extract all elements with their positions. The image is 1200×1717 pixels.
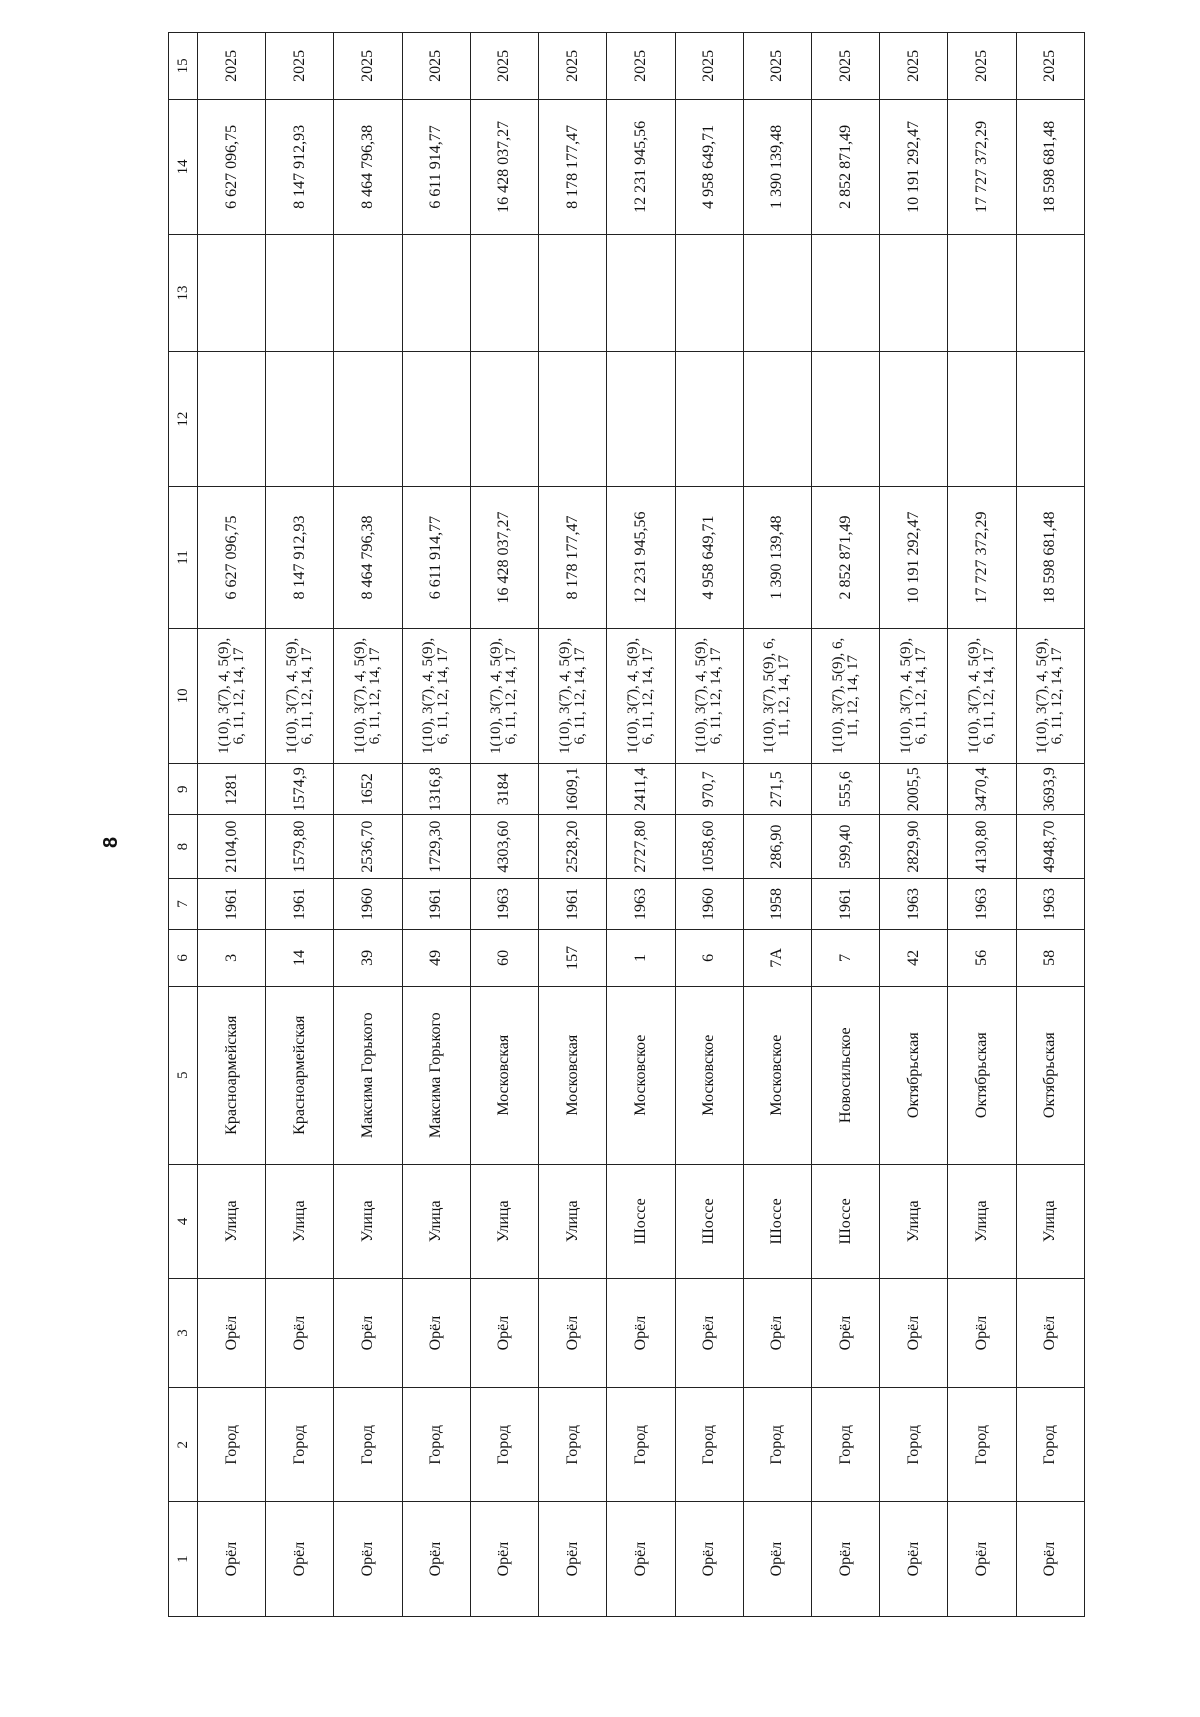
table-cell-col-15: 2025 <box>198 33 266 100</box>
table-cell-col-7: 1961 <box>402 878 470 929</box>
table-cell-col-9: 2005,5 <box>880 764 948 815</box>
table-cell-col-8: 286,90 <box>743 815 811 879</box>
column-header-7: 7 <box>169 878 198 929</box>
table-cell-col-14: 4 958 649,71 <box>675 99 743 234</box>
table-cell-col-10: 1(10), 3(7), 4, 5(9), 6, 11, 12, 14, 17 <box>334 628 402 763</box>
table-cell-col-7: 1961 <box>811 878 879 929</box>
table-cell-col-15: 2025 <box>607 33 675 100</box>
table-cell-col-4: Улица <box>1016 1164 1084 1278</box>
table-cell-col-3: Орёл <box>948 1278 1016 1388</box>
table-cell-col-8: 2829,90 <box>880 815 948 879</box>
table-cell-col-10: 1(10), 3(7), 5(9), 6, 11, 12, 14, 17 <box>743 628 811 763</box>
table-cell-col-5: Московское <box>607 986 675 1164</box>
table-row <box>266 33 334 1617</box>
table-cell-col-4: Шоссе <box>743 1164 811 1278</box>
table-cell-col-2: Город <box>948 1388 1016 1502</box>
table-cell-col-2: Город <box>1016 1388 1084 1502</box>
table-cell-col-10: 1(10), 3(7), 4, 5(9), 6, 11, 12, 14, 17 <box>470 628 538 763</box>
page-number: 8 <box>100 836 122 848</box>
table-cell-col-3: Орёл <box>470 1278 538 1388</box>
column-header-12: 12 <box>169 351 198 486</box>
table-cell-col-7: 1961 <box>539 878 607 929</box>
table-cell-col-4: Улица <box>948 1164 1016 1278</box>
table-cell-col-10: 1(10), 3(7), 4, 5(9), 6, 11, 12, 14, 17 <box>607 628 675 763</box>
table-cell-col-12 <box>675 351 743 486</box>
table-cell-col-4: Улица <box>402 1164 470 1278</box>
table-row <box>743 33 811 1617</box>
table-cell-col-5: Новосильское <box>811 986 879 1164</box>
table-cell-col-2: Город <box>675 1388 743 1502</box>
table-cell-col-1: Орёл <box>811 1502 879 1617</box>
table-cell-col-1: Орёл <box>880 1502 948 1617</box>
table-cell-col-3: Орёл <box>334 1278 402 1388</box>
table-cell-col-15: 2025 <box>811 33 879 100</box>
table-cell-col-12 <box>811 351 879 486</box>
table-cell-col-13 <box>607 235 675 352</box>
table-row <box>675 33 743 1617</box>
table-cell-col-14: 10 191 292,47 <box>880 99 948 234</box>
column-header-15: 15 <box>169 33 198 100</box>
table-cell-col-3: Орёл <box>675 1278 743 1388</box>
table-cell-col-1: Орёл <box>743 1502 811 1617</box>
table-cell-col-14: 8 178 177,47 <box>539 99 607 234</box>
table-cell-col-8: 2536,70 <box>334 815 402 879</box>
table-cell-col-12 <box>743 351 811 486</box>
table-cell-col-12 <box>948 351 1016 486</box>
table-cell-col-2: Город <box>880 1388 948 1502</box>
table-cell-col-8: 4130,80 <box>948 815 1016 879</box>
table-cell-col-11: 6 611 914,77 <box>402 487 470 628</box>
table-row <box>607 33 675 1617</box>
table-cell-col-3: Орёл <box>539 1278 607 1388</box>
column-header-2: 2 <box>169 1388 198 1502</box>
table-cell-col-14: 8 147 912,93 <box>266 99 334 234</box>
table-row <box>948 33 1016 1617</box>
table-cell-col-1: Орёл <box>675 1502 743 1617</box>
table-cell-col-13 <box>948 235 1016 352</box>
table-cell-col-10: 1(10), 3(7), 4, 5(9), 6, 11, 12, 14, 17 <box>539 628 607 763</box>
column-header-14: 14 <box>169 99 198 234</box>
table-cell-col-13 <box>402 235 470 352</box>
table-cell-col-8: 1729,30 <box>402 815 470 879</box>
table-cell-col-14: 12 231 945,56 <box>607 99 675 234</box>
table-cell-col-9: 1609,1 <box>539 764 607 815</box>
table-cell-col-1: Орёл <box>539 1502 607 1617</box>
table-cell-col-13 <box>266 235 334 352</box>
table-cell-col-13 <box>811 235 879 352</box>
table-cell-col-13 <box>334 235 402 352</box>
column-header-8: 8 <box>169 815 198 879</box>
table-cell-col-5: Октябрьская <box>880 986 948 1164</box>
table-cell-col-7: 1963 <box>948 878 1016 929</box>
table-cell-col-14: 17 727 372,29 <box>948 99 1016 234</box>
table-cell-col-6: 7 <box>811 930 879 986</box>
table-cell-col-1: Орёл <box>470 1502 538 1617</box>
table-cell-col-2: Город <box>266 1388 334 1502</box>
table-cell-col-3: Орёл <box>266 1278 334 1388</box>
table-row <box>402 33 470 1617</box>
table-cell-col-9: 3184 <box>470 764 538 815</box>
table-cell-col-12 <box>266 351 334 486</box>
table-cell-col-6: 49 <box>402 930 470 986</box>
table-cell-col-5: Московская <box>539 986 607 1164</box>
table-cell-col-7: 1960 <box>675 878 743 929</box>
table-row <box>198 33 266 1617</box>
table-cell-col-9: 970,7 <box>675 764 743 815</box>
table-cell-col-6: 14 <box>266 930 334 986</box>
table-cell-col-12 <box>880 351 948 486</box>
table-cell-col-7: 1963 <box>607 878 675 929</box>
table-cell-col-7: 1963 <box>880 878 948 929</box>
table-cell-col-15: 2025 <box>743 33 811 100</box>
table-cell-col-5: Красноармейская <box>266 986 334 1164</box>
table-cell-col-11: 18 598 681,48 <box>1016 487 1084 628</box>
table-cell-col-2: Город <box>334 1388 402 1502</box>
table-cell-col-8: 1058,60 <box>675 815 743 879</box>
table-cell-col-14: 1 390 139,48 <box>743 99 811 234</box>
table-cell-col-15: 2025 <box>1016 33 1084 100</box>
table-cell-col-3: Орёл <box>607 1278 675 1388</box>
table-cell-col-3: Орёл <box>198 1278 266 1388</box>
table-row <box>880 33 948 1617</box>
table-cell-col-10: 1(10), 3(7), 4, 5(9), 6, 11, 12, 14, 17 <box>198 628 266 763</box>
housing-table <box>168 32 1085 1617</box>
table-cell-col-7: 1960 <box>334 878 402 929</box>
column-header-10: 10 <box>169 628 198 763</box>
table-cell-col-14: 18 598 681,48 <box>1016 99 1084 234</box>
column-header-4: 4 <box>169 1164 198 1278</box>
table-cell-col-10: 1(10), 3(7), 4, 5(9), 6, 11, 12, 14, 17 <box>675 628 743 763</box>
table-cell-col-1: Орёл <box>607 1502 675 1617</box>
table-cell-col-9: 2411,4 <box>607 764 675 815</box>
table-cell-col-6: 3 <box>198 930 266 986</box>
table-cell-col-3: Орёл <box>811 1278 879 1388</box>
table-cell-col-8: 4303,60 <box>470 815 538 879</box>
table-cell-col-1: Орёл <box>402 1502 470 1617</box>
table-cell-col-6: 1 <box>607 930 675 986</box>
column-header-6: 6 <box>169 930 198 986</box>
table-cell-col-9: 1652 <box>334 764 402 815</box>
column-header-5: 5 <box>169 986 198 1164</box>
table-cell-col-3: Орёл <box>402 1278 470 1388</box>
table-cell-col-12 <box>1016 351 1084 486</box>
table-cell-col-12 <box>470 351 538 486</box>
table-cell-col-15: 2025 <box>948 33 1016 100</box>
table-cell-col-6: 7А <box>743 930 811 986</box>
table-cell-col-6: 56 <box>948 930 1016 986</box>
table-cell-col-2: Город <box>811 1388 879 1502</box>
table-cell-col-11: 16 428 037,27 <box>470 487 538 628</box>
table-cell-col-5: Максима Горького <box>334 986 402 1164</box>
table-cell-col-10: 1(10), 3(7), 5(9), 6, 11, 12, 14, 17 <box>811 628 879 763</box>
column-header-9: 9 <box>169 764 198 815</box>
table-cell-col-15: 2025 <box>470 33 538 100</box>
table-cell-col-14: 16 428 037,27 <box>470 99 538 234</box>
table-cell-col-15: 2025 <box>402 33 470 100</box>
table-cell-col-8: 2528,20 <box>539 815 607 879</box>
table-cell-col-10: 1(10), 3(7), 4, 5(9), 6, 11, 12, 14, 17 <box>266 628 334 763</box>
table-cell-col-8: 2104,00 <box>198 815 266 879</box>
table-cell-col-14: 8 464 796,38 <box>334 99 402 234</box>
column-header-1: 1 <box>169 1502 198 1617</box>
table-cell-col-1: Орёл <box>266 1502 334 1617</box>
table-cell-col-11: 17 727 372,29 <box>948 487 1016 628</box>
table-cell-col-4: Улица <box>539 1164 607 1278</box>
table-row <box>1016 33 1084 1617</box>
table-cell-col-13 <box>1016 235 1084 352</box>
table-cell-col-2: Город <box>402 1388 470 1502</box>
table-cell-col-4: Улица <box>880 1164 948 1278</box>
table-cell-col-2: Город <box>607 1388 675 1502</box>
table-cell-col-1: Орёл <box>334 1502 402 1617</box>
table-cell-col-6: 157 <box>539 930 607 986</box>
table-cell-col-5: Красноармейская <box>198 986 266 1164</box>
table-cell-col-2: Город <box>470 1388 538 1502</box>
table-cell-col-12 <box>198 351 266 486</box>
table-cell-col-11: 10 191 292,47 <box>880 487 948 628</box>
table-cell-col-3: Орёл <box>880 1278 948 1388</box>
table-cell-col-13 <box>470 235 538 352</box>
table-cell-col-9: 555,6 <box>811 764 879 815</box>
table-cell-col-12 <box>334 351 402 486</box>
table-cell-col-12 <box>402 351 470 486</box>
table-row <box>811 33 879 1617</box>
table-cell-col-2: Город <box>743 1388 811 1502</box>
table-cell-col-15: 2025 <box>539 33 607 100</box>
table-cell-col-8: 4948,70 <box>1016 815 1084 879</box>
table-cell-col-14: 6 627 096,75 <box>198 99 266 234</box>
table-cell-col-15: 2025 <box>880 33 948 100</box>
table-cell-col-8: 2727,80 <box>607 815 675 879</box>
table-cell-col-11: 2 852 871,49 <box>811 487 879 628</box>
table-cell-col-4: Улица <box>198 1164 266 1278</box>
table-cell-col-6: 6 <box>675 930 743 986</box>
table-cell-col-5: Московское <box>675 986 743 1164</box>
table-cell-col-1: Орёл <box>948 1502 1016 1617</box>
table-cell-col-4: Шоссе <box>607 1164 675 1278</box>
table-cell-col-5: Московская <box>470 986 538 1164</box>
table-cell-col-1: Орёл <box>198 1502 266 1617</box>
table-cell-col-11: 8 147 912,93 <box>266 487 334 628</box>
table-cell-col-4: Шоссе <box>675 1164 743 1278</box>
table-cell-col-1: Орёл <box>1016 1502 1084 1617</box>
table-cell-col-11: 12 231 945,56 <box>607 487 675 628</box>
table-cell-col-7: 1963 <box>470 878 538 929</box>
table-cell-col-2: Город <box>539 1388 607 1502</box>
table-row <box>470 33 538 1617</box>
table-cell-col-10: 1(10), 3(7), 4, 5(9), 6, 11, 12, 14, 17 <box>402 628 470 763</box>
table-cell-col-2: Город <box>198 1388 266 1502</box>
table-cell-col-11: 4 958 649,71 <box>675 487 743 628</box>
table-cell-col-4: Улица <box>266 1164 334 1278</box>
table-cell-col-4: Улица <box>470 1164 538 1278</box>
table-cell-col-15: 2025 <box>334 33 402 100</box>
table-cell-col-9: 3693,9 <box>1016 764 1084 815</box>
table-row <box>539 33 607 1617</box>
table-cell-col-5: Максима Горького <box>402 986 470 1164</box>
table-cell-col-6: 60 <box>470 930 538 986</box>
table-cell-col-5: Октябрьская <box>948 986 1016 1164</box>
table-row <box>334 33 402 1617</box>
table-cell-col-11: 8 464 796,38 <box>334 487 402 628</box>
table-cell-col-13 <box>675 235 743 352</box>
table-cell-col-13 <box>198 235 266 352</box>
table-cell-col-9: 1281 <box>198 764 266 815</box>
table-cell-col-9: 1574,9 <box>266 764 334 815</box>
table-cell-col-6: 58 <box>1016 930 1084 986</box>
table-cell-col-8: 1579,80 <box>266 815 334 879</box>
table-cell-col-7: 1963 <box>1016 878 1084 929</box>
table-cell-col-13 <box>880 235 948 352</box>
rotated-table-wrapper <box>168 32 1085 1617</box>
table-cell-col-10: 1(10), 3(7), 4, 5(9), 6, 11, 12, 14, 17 <box>1016 628 1084 763</box>
table-cell-col-5: Октябрьская <box>1016 986 1084 1164</box>
table-cell-col-9: 271,5 <box>743 764 811 815</box>
table-cell-col-7: 1961 <box>198 878 266 929</box>
table-cell-col-14: 6 611 914,77 <box>402 99 470 234</box>
table-cell-col-12 <box>607 351 675 486</box>
table-cell-col-7: 1961 <box>266 878 334 929</box>
table-cell-col-4: Шоссе <box>811 1164 879 1278</box>
table-cell-col-14: 2 852 871,49 <box>811 99 879 234</box>
table-cell-col-12 <box>539 351 607 486</box>
table-cell-col-15: 2025 <box>675 33 743 100</box>
table-cell-col-7: 1958 <box>743 878 811 929</box>
table-cell-col-13 <box>539 235 607 352</box>
table-cell-col-15: 2025 <box>266 33 334 100</box>
table-cell-col-11: 1 390 139,48 <box>743 487 811 628</box>
table-cell-col-3: Орёл <box>1016 1278 1084 1388</box>
table-cell-col-13 <box>743 235 811 352</box>
table-cell-col-11: 6 627 096,75 <box>198 487 266 628</box>
column-header-3: 3 <box>169 1278 198 1388</box>
column-header-13: 13 <box>169 235 198 352</box>
table-cell-col-8: 599,40 <box>811 815 879 879</box>
table-cell-col-5: Московское <box>743 986 811 1164</box>
table-cell-col-4: Улица <box>334 1164 402 1278</box>
table-cell-col-3: Орёл <box>743 1278 811 1388</box>
table-cell-col-9: 3470,4 <box>948 764 1016 815</box>
table-cell-col-6: 42 <box>880 930 948 986</box>
table-cell-col-10: 1(10), 3(7), 4, 5(9), 6, 11, 12, 14, 17 <box>948 628 1016 763</box>
table-cell-col-6: 39 <box>334 930 402 986</box>
header-row <box>169 33 198 1617</box>
table-cell-col-9: 1316,8 <box>402 764 470 815</box>
column-header-11: 11 <box>169 487 198 628</box>
table-cell-col-11: 8 178 177,47 <box>539 487 607 628</box>
table-cell-col-10: 1(10), 3(7), 4, 5(9), 6, 11, 12, 14, 17 <box>880 628 948 763</box>
